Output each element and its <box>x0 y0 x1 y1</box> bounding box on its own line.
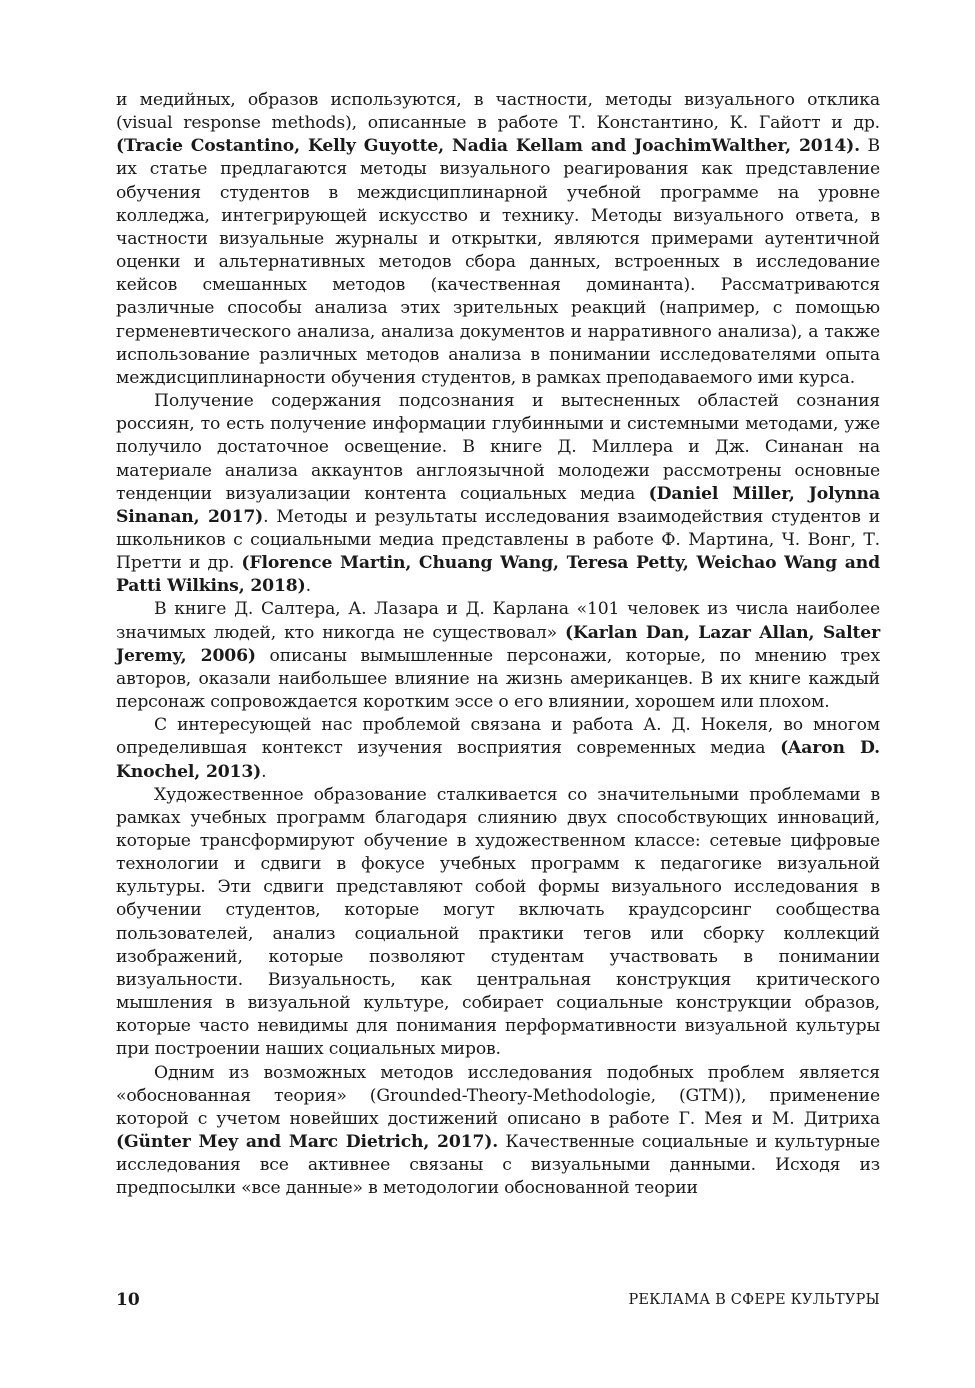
citation-text: (Daniel Miller, Jolynna Sinanan, 2017) <box>116 483 880 527</box>
paragraph-text: Качественные социальные и культурные исследования все активнее связаны с визуальными данными. Исходя из предпосылки «все данные» в методологии обоснованной теории <box>116 1132 880 1199</box>
paragraph <box>116 390 880 598</box>
running-title: РЕКЛАМА В СФЕРЕ КУЛЬТУРЫ <box>628 1292 880 1308</box>
paragraph-text: С интересующей нас проблемой связана и работа А. Д. Нокеля, во многом определившая контекст изучения восприятия современных медиа <box>116 715 880 759</box>
paragraph-text: Художественное образование сталкивается со значительными проблемами в рамках учебных программ благодаря слиянию двух способствующих инноваций, которые трансформируют обучение в художественном классе: сетевые цифровые технологии и сдвиги в фокусе учебных программ к педагогике визуальной культуры. Эти сдвиги представляют собой формы визуального исследования в обучении студентов, которые могут включать краудсорсинг сообщества пользователей, анализ социальной практики тегов или сборку коллекций изображений, которые позволяют студентам участвовать в понимании визуальности. Визуальность, как центральная конструкция критического мышления в визуальной культуре, собирает социальные конструкции образов, которые часто невидимы для понимания перформативности визуальной культуры при построении наших социальных миров. <box>116 784 880 1060</box>
paragraph-text: . <box>261 761 267 782</box>
citation-text: (Aaron D. Knochel, 2013) <box>116 738 881 782</box>
paragraph-text: . Методы и результаты исследования взаимодействия студентов и школьников с социальными медиа представлены в работе Ф. Мартина, Ч. Вонг, Т. Претти и др. <box>116 506 880 574</box>
paragraph-text: В книге Д. Салтера, А. Лазара и Д. Карлана «101 человек из числа наиболее значимых людей, кто никогда не существовал» <box>116 599 880 643</box>
paragraph-text: описаны вымышленные персонажи, которые, по мнению трех авторов, оказали наибольшее влияние на жизнь американцев. В их книге каждый персонаж сопровождается коротким эссе о его влиянии, хорошем или плохом. <box>116 645 880 713</box>
paragraph <box>116 1062 880 1201</box>
paragraph <box>116 598 880 714</box>
page-number: 10 <box>116 1290 140 1310</box>
paragraph-text: и медийных, образов используются, в частности, методы визуального отклика (visual response methods), описанные в работе Т. Константино, К. Гайотт и др. <box>116 90 880 134</box>
page-footer <box>116 1290 880 1314</box>
paragraph-text: Получение содержания подсознания и вытесненных областей сознания россиян, то есть получение информации глубинными и системными методами, уже получило достаточное освещение. В книге Д. Миллера и Дж. Синанан на материале анализа аккаунтов англоязычной молодежи рассмотрены основные тенденции визуализации контента социальных медиа <box>116 391 880 504</box>
paragraph <box>116 89 880 390</box>
citation-text: (Florence Martin, Chuang Wang, Teresa Petty, Weichao Wang and Patti Wilkins, 2018) <box>116 553 880 597</box>
citation-text: (Günter Mey and Marc Dietrich, 2017). <box>116 1132 499 1153</box>
citation-text: (Tracie Costantino, Kelly Guyotte, Nadia Kellam and JoachimWalther, 2014). <box>116 136 860 157</box>
paragraph-text: В их статье предлагаются методы визуального реагирования как представление обучения студентов в междисциплинарной учебной программе на уровне колледжа, интегрирующей искусство и технику. Методы визуального ответа, в частности визуальные журналы и открытки, являются примерами аутентичной оценки и альтернативных методов сбора данных, встроенных в исследование кейсов смешанных методов (качественная доминанта). Рассматриваются различные способы анализа этих зрительных реакций (например, с помощью герменевтического анализа, анализа документов и нарративного анализа), а также использование различных методов анализа в понимании исследователями опыта междисциплинарности обучения студентов, в рамках преподаваемого ими курса. <box>116 136 880 388</box>
body-text <box>116 89 880 1201</box>
paragraph <box>116 714 880 783</box>
citation-text: (Karlan Dan, Lazar Allan, Salter Jeremy, 2006) <box>116 622 880 666</box>
paragraph-text: Одним из возможных методов исследования подобных проблем является «обоснованная теория» (Grounded-Theory-Methodologie, (GTM)), применение которой с учетом новейших достижений описано в работе Г. Мея и М. Дитриха <box>116 1062 880 1129</box>
paragraph-text: . <box>305 576 311 597</box>
paragraph <box>116 784 880 1062</box>
